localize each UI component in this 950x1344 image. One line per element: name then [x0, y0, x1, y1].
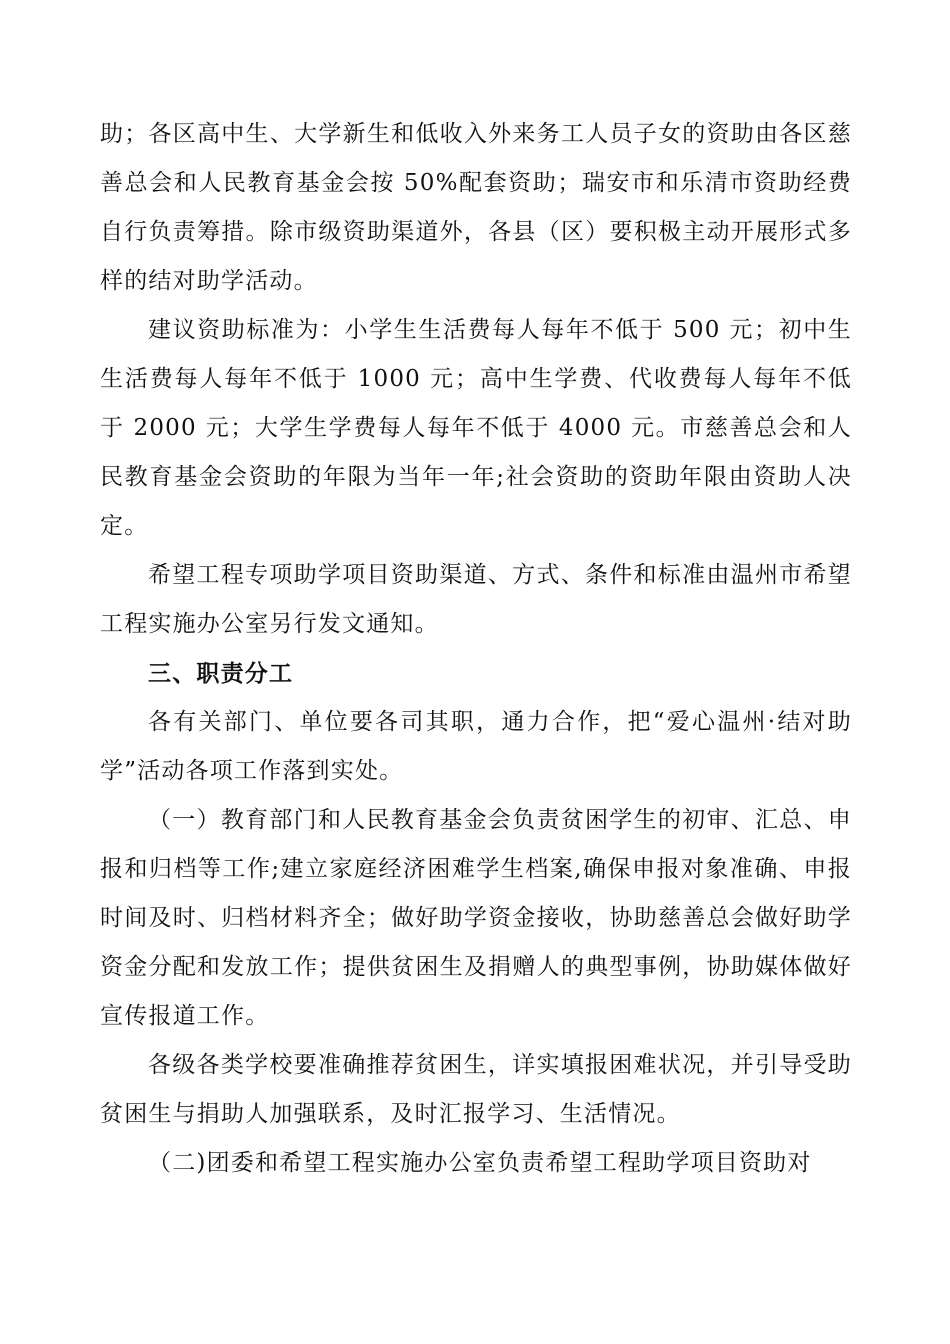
paragraph-schools: 各级各类学校要准确推荐贫困生，详实填报困难状况，并引导受助贫困生与捐助人加强联系，及时汇报学习、生活情况。 [100, 1052, 852, 1127]
document-body [100, 110, 852, 1188]
paragraph-hope-project: 希望工程专项助学项目资助渠道、方式、条件和标准由温州市希望工程实施办公室另行发文通知。 [100, 562, 852, 637]
paragraph-funding-standards: 建议资助标准为：小学生生活费每人每年不低于 500 元；初中生生活费每人每年不低于 1000 元；高中生学费、代收费每人每年不低于 2000 元；大学生学费每人每年不低于 4000 元。市慈善总会和人民教育基金会资助的年限为当年一年;社会资助的资助年限由资助人决定。 [100, 317, 852, 539]
paragraph-youth-league: （二)团委和希望工程实施办公室负责希望工程助学项目资助对 [148, 1150, 812, 1176]
paragraph-cooperation: 各有关部门、单位要各司其职，通力合作，把“爱心温州·结对助学”活动各项工作落到实处。 [100, 709, 852, 784]
paragraph-education-dept: （一）教育部门和人民教育基金会负责贫困学生的初审、汇总、申报和归档等工作;建立家庭经济困难学生档案,确保申报对象准确、申报时间及时、归档材料齐全；做好助学资金接收，协助慈善总会做好助学资金分配和发放工作；提供贫困生及捐赠人的典型事例，协助媒体做好宣传报道工作。 [100, 807, 852, 1029]
section-heading-responsibilities: 三、职责分工 [148, 660, 294, 687]
paragraph-funding-sources: 助；各区高中生、大学新生和低收入外来务工人员子女的资助由各区慈善总会和人民教育基金会按 50%配套资助；瑞安市和乐清市资助经费自行负责筹措。除市级资助渠道外，各县（区）要积极主动开展形式多样的结对助学活动。 [100, 121, 852, 294]
